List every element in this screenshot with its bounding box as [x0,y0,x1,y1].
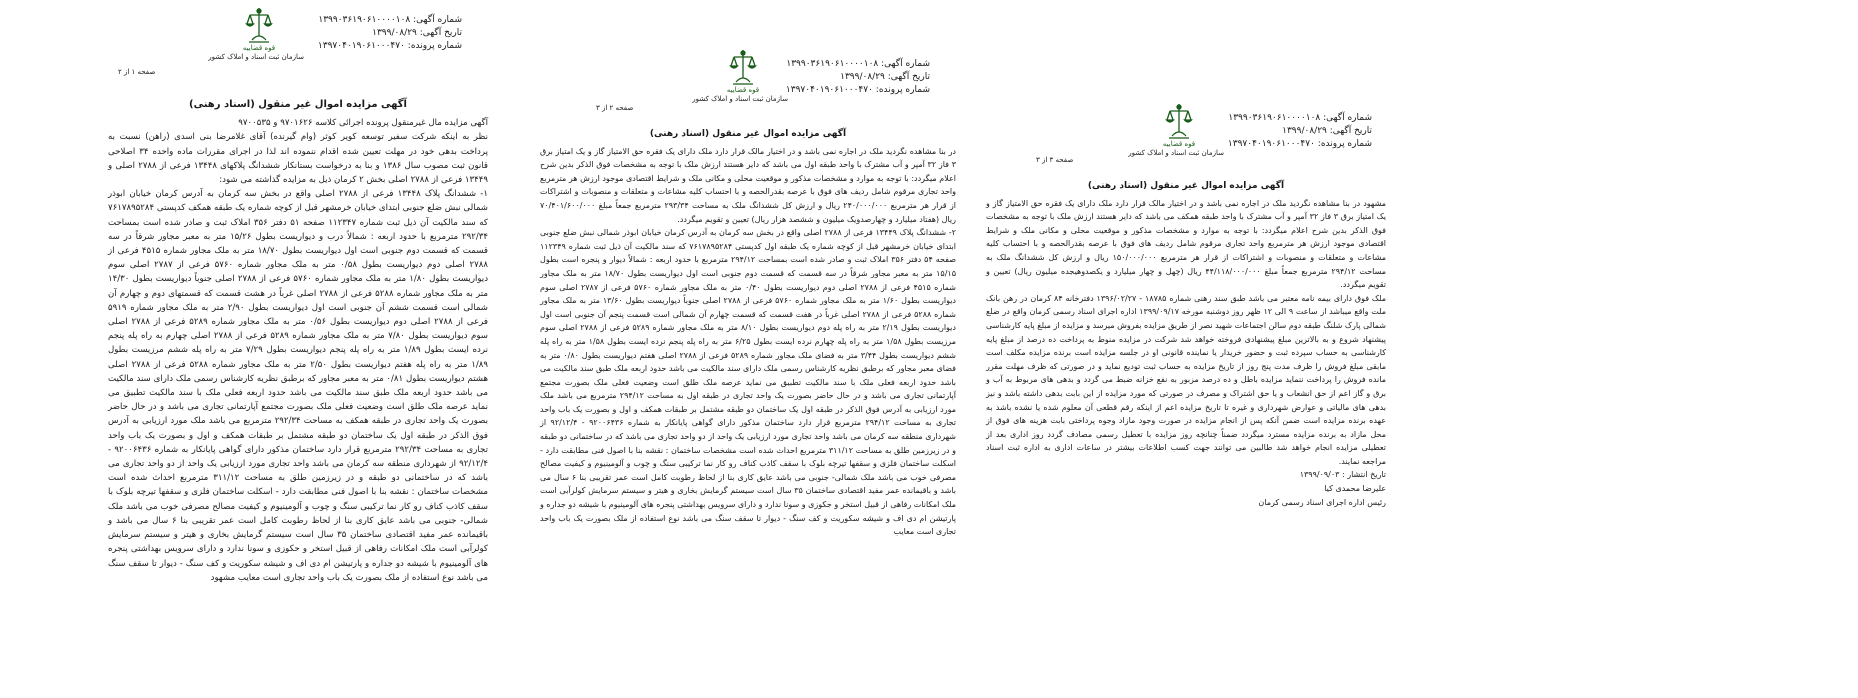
doc1-body [108,98,488,585]
doc1-paragraph-3: ۱- ششدانگ پلاک ۱۳۴۴۸ فرعی از ۲۷۸۸ اصلی واقع در بخش سه کرمان به آدرس کرمان خیابان ابوذر شمالی نبش ضلع جنوبی ابتدای خیابان خرمشهر قبل از کوچه شماره یک طبقه همکف کدپستی ۷۶۱۷۸۹۵۲۸۴ که سند مالکیت آن ذیل ثبت شماره ۱۱۲۳۴۷ صفحه ۵۱ دفتر ۳۵۶ املاک ثبت و صادر شده است بمساحت ۲۹۲/۳۴ مترمربع با حدود اربعه : شمالاً درب و دیواریست بطول ۱۵/۲۶ متر به معبر مجاور شرقاً در سه قسمت که قسمت دوم جنوبی است اول دیواریست بطول ۱۸/۷۰ متر به ملک مجاور شماره ۴۵۱۵ فرعی از ۲۷۸۸ اصلی دوم دیواریست بطول ۰/۵۸ متر به ملک مجاور شماره ۵۷۶۰ فرعی از ۲۷۸۷ اصلی سوم دیواریست بطول ۱/۸۰ متر به ملک مجاور شماره ۵۷۶۰ فرعی از ۲۷۸۸ اصلی جنوباً دیواریست بطول ۱۴/۳۰ متر به ملک مجاور شماره ۵۲۸۸ فرعی از ۲۷۸۸ اصلی غرباً در هشت قسمت که قسمتهای دوم و چهارم آن شمالی است قسمت ششم آن جنوبی است اول دیواریست بطول ۲/۹۰ متر به ملک مجاور شماره ۵۹۱۹ فرعی از ۲۷۸۸ اصلی دوم دیواریست بطول ۰/۵۶ متر به ملک مجاور شماره ۵۲۸۹ فرعی از ۲۷۸۸ اصلی سوم دیواریست بطول ۷/۸۰ متر به ملک مجاور شماره ۵۲۸۹ فرعی از ۲۷۸۸ اصلی چهارم به راه پله پنجم نرده ایست بطول ۱/۸۹ متر به راه پله پنجم دیواریست بطول ۷/۲۹ متر به راه پله ششم مرزیست بطول ۱/۸۹ متر به راه پله هفتم دیواریست بطول ۲/۵۰ متر به ملک مجاور شماره ۵۲۸۸ فرعی از ۲۷۸۸ اصلی هشتم دیواریست بطول ۰/۸۱ متر به معبر مجاور که برطبق نظریه کارشناس رسمی ملک دارای سند مالکیت می باشد حدود اربعه ملک طبق سند مالکیت می باشد حدود اربعه فعلی ملک با سند مالکیت تطبیق می نماید عرصه ملک طلق است وضعیت فعلی ملک بصورت مجتمع آپارتمانی تجاری می باشد و در حال حاضر بصورت یک واحد تجاری در طبقه همکف به مساحت ۲۹۲/۳۴ مترمربع می باشد ملک مورد ارزیابی به آدرس فوق الذکر در طبقه اول یک ساختمان دو طبقه مشتمل بر طبقات همکف و اول و بصورت یک باب واحد تجاری به مساحت ۲۹۲/۳۴ مترمربع قرار دارد ساختمان مذکور دارای گواهی پایانکار به شماره ۹۲۰۰۶۴۳۶ - ۹۲/۱۲/۴ از شهرداری منطقه سه کرمان می باشد واحد تجاری مورد ارزیابی یک واحد از دو واحد تجاری می باشد که در ساختمانی دو طبقه و در زیرزمین طلق به مساحت ۳۱۱/۱۲ مترمربع احداث شده است مشخصات ساختمان : نقشه بنا با اصول فنی مطابقت دارد - اسکلت ساختمان فلزی و سقفها تیرچه بلوک با سقف کاذب کناف رو کار نما ترکیبی سنگ و چوب و آلومینیوم و کیفیت مصالح مصرفی خوب می باشد ملک شمالی- جنوبی می باشد عایق کاری بنا از لحاظ رطوبت کامل است عمر تقریبی بنا ۶ سال می باشد و باقیمانده عمر مفید اقتصادی ساختمان ۳۵ سال است سیستم گرمایش بخاری و هیتر و سیستم سرمایش کولرآبی است ملک امکانات رفاهی از قبیل استخر و حکوزی و سونا ندارد و دارای سرویس بهداشتی پنجره های آلومینیوم با شیشه دو جداره و پارتیشن ام دی اف و شیشه سکوریت و کف سنگ - دیوار تا سقف سنگ می باشد نوع استفاده از ملک بصورت یک باب واحد تجاری است معایب مشهود [108,189,489,583]
judiciary-emblem-icon [728,48,758,86]
doc3-signer: علیرضا محمدی کیا [1324,484,1386,494]
doc2-org: سازمان ثبت اسناد و املاک کشور [692,95,788,103]
doc2-logo [692,48,788,104]
doc1-page-number: صفحه ۱ از ۲ [118,68,156,76]
doc2-notice-no: شماره آگهی: ۱۳۹۹۰۳۶۱۹۰۶۱۰۰۰۰۱۰۸ [786,59,930,69]
doc1-org: سازمان ثبت اسناد و املاک کشور [208,53,304,61]
doc1-paragraph-2: نظر به اینکه شرکت سفیر توسعه کویر کوثر (وام گیرنده) آقای غلامرضا بنی اسدی (راهن) نسبت به پرداخت بدهی خود در مهلت تعیین شده اقدام ننموده اند لذا در اجرای مقررات ماده واحده ۳۴ اصلاحی قانون ثبت مصوب سال ۱۳۸۶ و بنا به درخواست بستانکار ششدانگ پلاکهای ۱۳۴۴۸ فرعی از ۲۷۸۸ اصلی و ۱۳۴۴۹ فرعی از ۲۷۸۸ اصلی بخش ۲ کرمان ذیل به مزایده گذاشته می شود: [108,132,488,186]
doc1-org-small: قوه قضاییه [242,44,276,52]
doc1-file-no: شماره پرونده: ۱۳۹۷۰۴۰۱۹۰۶۱۰۰۰۴۷۰ [317,41,462,51]
doc2-body [540,128,956,539]
doc2-paragraph-1: در بنا مشاهده نگردید ملک در اجاره نمی باشد و در اختیار مالک قرار دارد ملک دارای یک فقره حق الامتیاز گاز و یک امتیاز برق ۳ فاز ۳۲ آمپر و آب مشترک با واحد طبقه اول می باشد که دایر هستند ارزش ملک با توجه به مشخصات فوق الذکر بدین شرح اعلام میگردد: با توجه به موارد و مشخصات مذکور و موقعیت محلی و مکانی ملک و شرایط اقتصادی موجود ارزش هر مترمربع واحد تجاری مرقوم شامل ردیف های فوق با عرصه بقدرالحصه و با احتساب کلیه مشاعات و متعلقات و منصوبات و اشتراکات از قرار هر مترمربع ۲۴۰/۰۰۰/۰۰۰ ریال و ارزش کل ششدانگ ملک به مساحت ۲۹۳/۳۴ مترمربع جمعاً مبلغ ۷۰/۴۰۱/۶۰۰/۰۰۰ ریال (هفتاد میلیارد و چهارصدویک میلیون و ششصد هزار ریال) تعیین و تقویم میگردد. [540,146,956,224]
doc2-page-number: صفحه ۲ از ۳ [596,104,634,112]
judiciary-emblem-icon [1164,102,1194,140]
doc3-notice-no: شماره آگهی: ۱۳۹۹۰۳۶۱۹۰۶۱۰۰۰۰۱۰۸ [1228,113,1372,123]
doc2-file-no: شماره پرونده: ۱۳۹۷۰۴۰۱۹۰۶۱۰۰۰۴۷۰ [785,85,930,95]
doc3-paragraph-1: مشهود در بنا مشاهده نگردید ملک در اجاره نمی باشد و در اختیار مالک قرار دارد ملک دارای یک فقره حق الامتیاز گاز و یک امتیاز برق ۳ فاز ۳۲ آمپر و آب مشترک با واحد طبقه همکف می باشد که دایر هستند ارزش ملک با توجه به مشخصات فوق الذکر بدین شرح اعلام میگردد: با توجه به موارد و مشخصات مذکور و موقعیت محلی و مکانی ملک و شرایط اقتصادی موجود ارزش هر مترمربع واحد تجاری مرقوم شامل ردیف های فوق با عرصه بقدرالحصه و با احتساب کلیه مشاعات و متعلقات و منصوبات و اشتراکات از قرار هر مترمربع ۱۵۰/۰۰۰/۰۰۰ ریال و ارزش کل ششدانگ ملک به مساحت ۲۹۴/۱۲ مترمربع جمعاً مبلغ ۴۴/۱۱۸/۰۰۰/۰۰۰ ریال (چهل و چهار میلیارد و یکصدوهیجده میلیون ریال) تعیین و تقویم میگردد. [986,198,1387,290]
doc3-body [986,180,1386,509]
doc3-signer-title: رئیس اداره اجرای اسناد رسمی کرمان [1258,497,1386,507]
doc3-header [1227,112,1372,151]
doc2-paragraph-2: ۲- ششدانگ پلاک ۱۳۴۴۹ فرعی از ۲۷۸۸ اصلی واقع در بخش سه کرمان به آدرس کرمان خیابان ابوذر شمالی نبش ضلع جنوبی ابتدای خیابان خرمشهر قبل از کوچه شماره یک طبقه اول کدپستی ۷۶۱۷۸۹۵۲۸۴ که سند مالکیت آن ذیل ثبت شماره ۱۱۲۳۴۹ صفحه ۵۴ دفتر ۳۵۶ املاک ثبت و صادر شده است بمساحت ۲۹۴/۱۲ مترمربع با حدود اربعه : شمالاً دیوار و پنجره است بطول ۱۵/۱۵ متر به معبر مجاور شرقاً در سه قسمت که قسمت دوم جنوبی است اول دیواریست بطول ۱۸/۷۰ متر به ملک مجاور شماره ۴۵۱۵ فرعی از ۲۷۸۸ اصلی دوم دیواریست بطول ۰/۴۰ متر به ملک مجاور شماره ۵۷۶۰ فرعی از ۲۷۸۷ اصلی سوم دیواریست بطول ۱/۶۰ متر به ملک مجاور شماره ۵۷۶۰ فرعی از ۲۷۸۸ اصلی جنوباً دیواریست بطول ۱۳/۶۰ متر به ملک مجاور شماره ۵۲۸۸ فرعی از ۲۷۸۸ اصلی غرباً در هفت قسمت که قسمت چهارم آن شمالی است قسمت پنجم آن جنوبی است اول دیواریست بطول ۲/۱۹ متر به راه پله دوم دیواریست بطول ۸/۱۰ متر به ملک مجاور شماره ۵۲۸۹ فرعی از ۲۷۸۸ اصلی سوم مرزیست بطول ۱/۵۸ متر به راه پله چهارم نرده ایست بطول ۶/۲۵ متر به راه پله پنجم نرده ایست بطول ۱/۵۸ متر به راه پله ششم دیواریست بطول ۳/۴۴ متر به فضای ملک مجاور شماره ۵۲۸۹ فرعی از ۲۷۸۸ اصلی هفتم دیواریست بطول ۰/۸۰ متر به فضای معبر مجاور که برطبق نظریه کارشناس رسمی ملک دارای سند مالکیت می باشد حدود اربعه ملک طبق سند مالکیت می باشد حدود اربعه فعلی ملک با سند مالکیت تطبیق می نماید عرصه ملک طلق است وضعیت فعلی ملک بصورت مجتمع آپارتمانی تجاری می باشد و در حال حاضر بصورت یک واحد تجاری در طبقه اول به مساحت ۲۹۴/۱۲ مترمربع می باشد ملک مورد ارزیابی به آدرس فوق الذکر در طبقه اول یک ساختمان دو طبقه مشتمل بر طبقات همکف و اول و بصورت یک باب واحد تجاری به مساحت ۲۹۴/۱۲ مترمربع قرار دارد ساختمان مذکور دارای گواهی پایانکار به شماره ۹۲۰۰۶۴۳۶ - ۹۲/۱۲/۴ از شهرداری منطقه سه کرمان می باشد واحد تجاری مورد ارزیابی یک واحد از دو واحد تجاری می باشد که در ساختمانی دو طبقه و در زیرزمین طلق به مساحت ۳۱۱/۱۲ مترمربع احداث شده است مشخصات ساختمان : نقشه بنا با اصول فنی مطابقت دارد - اسکلت ساختمان فلزی و سقفها تیرچه بلوک با سقف کاذب کناف رو کار نما ترکیبی سنگ و چوب و آلومینیوم و کیفیت مصالح مصرفی خوب می باشد ملک شمالی- جنوبی می باشد عایق کاری بنا از لحاظ رطوبت کامل است عمر تقریبی بنا ۶ سال می باشد و باقیمانده عمر مفید اقتصادی ساختمان ۳۵ سال است سیستم گرمایش بخاری و هیتر و سیستم سرمایش کولرآبی است ملک امکانات رفاهی از قبیل استخر و جکوزی و سونا ندارد و دارای سرویس بهداشتی پنجره های آلومینیوم با شیشه دو جداره و پارتیشن ام دی اف و شیشه سکوریت و کف سنگ - دیوار تا سقف سنگ می باشد نوع استفاده از ملک بصورت یک باب واحد تجاری است معایب [540,228,957,537]
doc3-notice-date: تاریخ آگهی: ۱۳۹۹/۰۸/۲۹ [1282,126,1372,136]
doc3-page-number: صفحه ۳ از ۳ [1036,156,1074,164]
doc3-paragraph-2: ملک فوق دارای بیمه نامه معتبر می باشد طبق سند رهنی شماره ۱۸۷۸۵ - ۱۳۹۶/۰۲/۲۷ دفترخانه ۸۴ کرمان در رهن بانک ملت واقع میباشد از ساعت ۹ الی ۱۲ ظهر روز دوشنبه مورخه ۱۳۹۹/۰۹/۱۷ اداره اجرای اسناد رسمی کرمان واقع در ضلع شمالی پارک شلنگ طبقه دوم سالن اجتماعات شهید نصر از طریق مزایده بفروش میرسد و مزایده از مبلغ پایه کارشناسی پیشنهاد شروع و به بالاترین مبلغ پیشنهادی فروخته خواهد شد شرکت در مزایده منوط به پرداخت ده درصد از مبلغ پایه کارشناسی به حساب سپرده ثبت و حضور خریدار یا نماینده قانونی او در جلسه مزایده است برنده مزایده مکلف است مابقی مبلغ فروش را ظرف مدت پنج روز از تاریخ مزایده به حساب ثبت تودیع نماید و در صورتی که ظرف مهلت مقرر مانده فروش را پرداخت ننماید مزایده باطل و ده درصد مزبور به نفع خزانه ضبط می گردد و بدهی های مربوط به آب و برق و گاز اعم از حق انشعاب و یا حق اشتراک و مصرف در صورتی که مورد مزایده از این بابت بدهی داشته باشد و نیز بدهی های مالیاتی و عوارض شهرداری و غیره تا تاریخ مزایده اعم از اینکه رقم قطعی آن معلوم شده یا نشده باشد به عهده برنده مزایده است ضمن آنکه پس از انجام مزایده در صورت وجود مازاد وجوه پرداختی بابت هزینه های فوق از محل مازاد به برنده مزایده مسترد میگردد ضمناً چنانچه روز مزایده با تعطیل رسمی مصادف گردد روز اداری بعد از تعطیلی مزایده انجام خواهد شد طالبین می توانند جهت کسب اطلاعات بیشتر در ساعات اداری به اداره ثبت اسناد مراجعه نمایند. [986,293,1387,466]
doc1-logo [208,6,304,62]
doc1-header [317,14,462,53]
doc3-file-no: شماره پرونده: ۱۳۹۷۰۴۰۱۹۰۶۱۰۰۰۴۷۰ [1227,139,1372,149]
doc2-notice-date: تاریخ آگهی: ۱۳۹۹/۰۸/۲۹ [840,72,930,82]
doc1-paragraph-1: آگهی مزایده مال غیرمنقول پرونده اجرائی کلاسه ۹۷۰۱۶۲۶ و ۹۷۰۰۵۳۵ [238,118,488,129]
doc1-title: آگهی مزایده اموال غیر منقول (اسناد رهنی) [189,99,407,110]
doc3-org: سازمان ثبت اسناد و املاک کشور [1128,149,1224,157]
judiciary-emblem-icon [244,6,274,44]
doc1-notice-no: شماره آگهی: ۱۳۹۹۰۳۶۱۹۰۶۱۰۰۰۰۱۰۸ [318,15,462,25]
doc2-org-small: قوه قضاییه [726,86,760,94]
doc3-logo [1128,102,1224,158]
doc2-title: آگهی مزایده اموال غیر منقول (اسناد رهنی) [649,129,847,139]
doc3-org-small: قوه قضاییه [1162,140,1196,148]
doc1-notice-date: تاریخ آگهی: ۱۳۹۹/۰۸/۲۹ [372,28,462,38]
doc3-title: آگهی مزایده اموال غیر منقول (اسناد رهنی) [1087,181,1285,191]
doc2-header [785,58,930,97]
doc3-publish-date: تاریخ انتشار : ۱۳۹۹/۰۹/۰۳ [1299,470,1386,480]
